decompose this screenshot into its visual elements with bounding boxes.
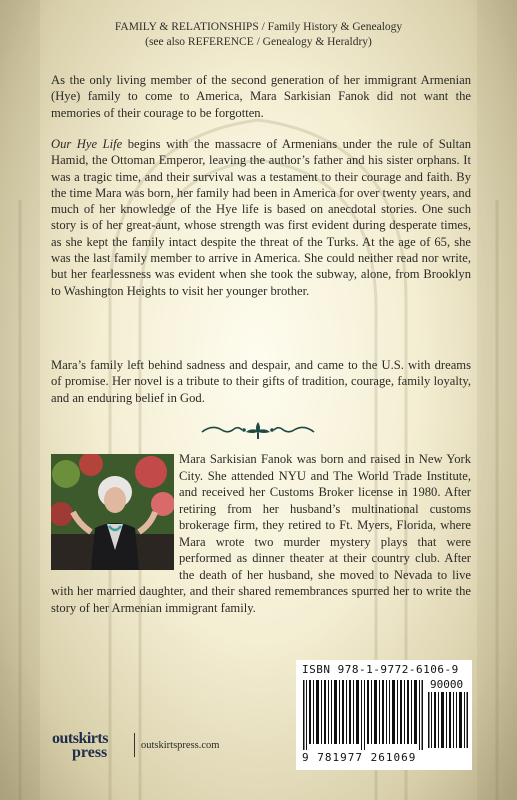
isbn-label: ISBN 978-1-9772-6106-9 bbox=[302, 663, 459, 676]
author-bio-text: Mara Sarkisian Fanok was born and raised in New York City. She attended NYU and The World Trade Institute, and received her Customs Broker license in 1980. After retiring from her husband’s multinational customs brokerage firm, they retired to Ft. Myers, Florida, where Mara wrote two murder mystery plays that were performed as dinner theater at their country club. After the death of her husband, she moved to Nevada to live with her married daughter, and their shared remembrances spurred her to write the story of her Armenian immigrant family. bbox=[51, 452, 471, 615]
blurb-paragraph-1: As the only living member of the second generation of her immigrant Armenian (Hye) family to come to America, Mara Sarkisian Fanok did not want the memories of their courage to be forgotten. bbox=[51, 73, 471, 120]
publisher-logo bbox=[50, 728, 128, 764]
blurb-paragraph-3: Mara’s family left behind sadness and despair, and came to the U.S. with dreams of promise. Her novel is a tribute to their gifts of tradition, courage, family loyalty, and an enduring belief in God. bbox=[51, 358, 471, 405]
price-barcode bbox=[428, 692, 468, 748]
category-line-1: FAMILY & RELATIONSHIPS / Family History & Genealogy bbox=[114, 21, 403, 33]
publisher-logo-line-1: outskirts bbox=[52, 730, 108, 747]
category-line-2: (see also REFERENCE / Genealogy & Heraldry) bbox=[145, 36, 372, 48]
category-heading bbox=[0, 20, 517, 50]
blurb-paragraph-2-text: begins with the massacre of Armenians under the rule of Sultan Hamid, the Ottoman Emperor, leaving the author’s father and his sister orphans. It was a tragic time, and their survival was a testament to their courage and faith. By the time Mara was born, her family had been in America for over twenty years, and much of her knowledge of the Hye life is based on anecdotal stories. One such story is of her great-aunt, whose strength was first evident during desperate times, as she kept the family intact despite the threat of the Turks. At the age of 65, she was the last family member to arrive in America. She could neither read nor write, but her fearlessness was evident when she took the subway, alone, from Brooklyn to Washington Heights to visit her younger brother. bbox=[51, 137, 471, 298]
blurb-paragraph-2 bbox=[51, 136, 471, 306]
price-code: 90000 bbox=[430, 678, 464, 691]
publisher-logo-line-2: press bbox=[72, 744, 108, 761]
flourish-ornament bbox=[198, 420, 318, 440]
logo-divider bbox=[134, 733, 135, 757]
publisher-website: outskirtspress.com bbox=[141, 740, 220, 751]
book-title: Our Hye Life bbox=[51, 137, 123, 151]
isbn-barcode bbox=[303, 680, 423, 750]
author-bio bbox=[51, 451, 471, 616]
ean-number: 9 781977 261069 bbox=[302, 751, 417, 764]
